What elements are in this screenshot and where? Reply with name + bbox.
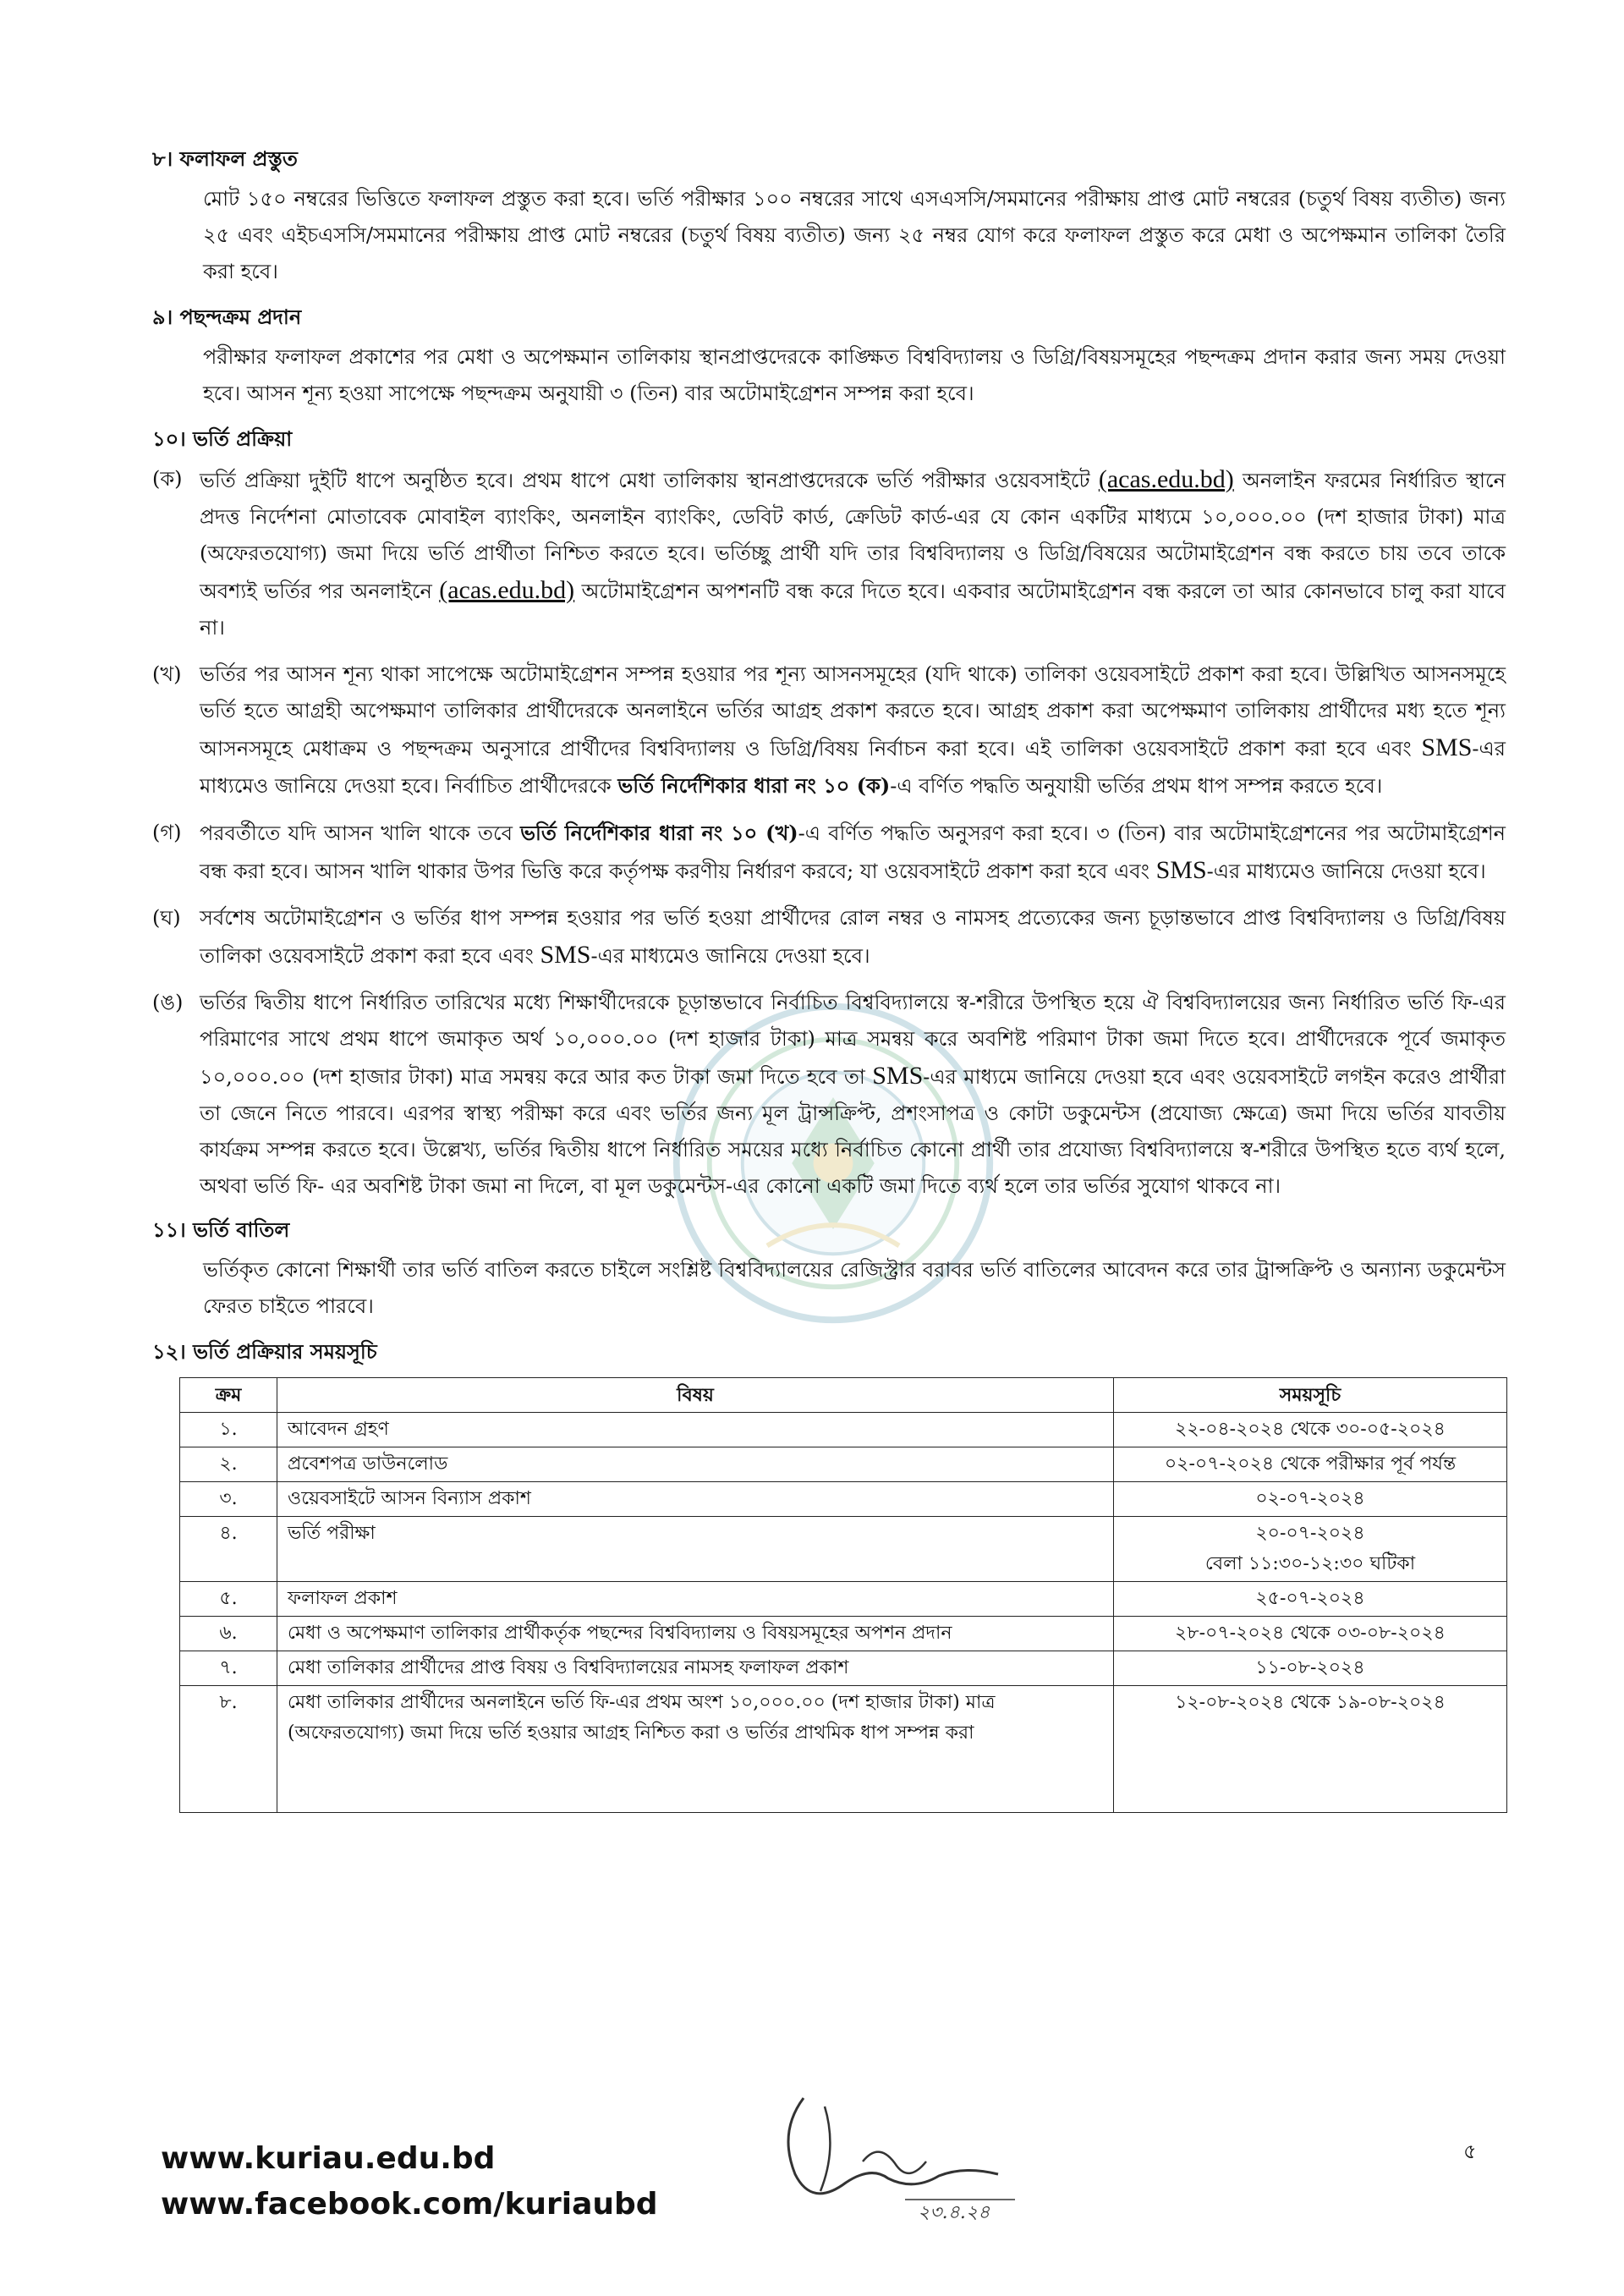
clause-kha-sms: SMS — [1421, 733, 1473, 761]
clause-gha-label: (ঘ) — [152, 906, 181, 930]
document-content — [152, 135, 1506, 1813]
row-date — [1114, 1517, 1507, 1582]
row-date: ০২-০৭-২০২৪ থেকে পরীক্ষার পূর্ব পর্যন্ত — [1114, 1447, 1507, 1482]
facebook-link[interactable]: www.facebook.com/kuriaubd — [161, 2187, 658, 2222]
section-9-title: ৯। পছন্দক্রম প্রদান — [152, 305, 302, 329]
row-serial: ৫. — [180, 1582, 277, 1617]
clause-ka — [152, 461, 1506, 646]
section-12-title: ১২। ভর্তি প্রক্রিয়ার সময়সূচি — [152, 1339, 377, 1364]
clause-gha-part-1: সর্বশেষ অটোমাইগ্রেশন ও ভর্তির ধাপ সম্পন্ন হওয়ার পর ভর্তি হওয়া প্রার্থীদের রোল নম্বর ও নামসহ প্রত্যেকের জন্য চূড়ান্তভাবে প্রাপ্ত বিশ্ববিদ্যালয় ও ডিগ্রি/বিষয় তালিকা ওয়েবসাইটে প্রকাশ করা হবে এবং — [200, 906, 1506, 968]
clause-ka-text — [200, 461, 1506, 646]
page-number: ৫ — [1463, 2139, 1477, 2163]
clause-ga-part-1: পরবর্তীতে যদি আসন খালি থাকে তবে — [200, 821, 521, 845]
clause-umo-text — [200, 985, 1506, 1205]
svg-text:২৩.৪.২৪: ২৩.৪.২৪ — [918, 2202, 990, 2223]
row-date: ১১-০৮-২০২৪ — [1114, 1651, 1507, 1686]
clause-ga-part-3: -এর মাধ্যমেও জানিয়ে দেওয়া হবে। — [1206, 860, 1486, 883]
row-serial: ৩. — [180, 1482, 277, 1517]
clause-umo-part-2: -এর মাধ্যমে জানিয়ে দেওয়া হবে এবং ওয়েবসাইটে লগইন করেও প্রার্থীরা তা জেনে নিতে পারবে। এরপর স্বাস্থ্য পরীক্ষা করে এবং ভর্তির জন্য মূল ট্রান্সক্রিপ্ট, প্রশংসাপত্র ও কোটা ডকুমেন্টস (প্রযোজ্য ক্ষেত্রে) জমা দিয়ে ভর্তির যাবতীয় কার্যক্রম সম্পন্ন করতে হবে। উল্লেখ্য, ভর্তির দ্বিতীয় ধাপে নির্ধারিত সময়ের মধ্যে নির্বাচিত কোনো প্রার্থী তার প্রযোজ্য বিশ্ববিদ্যালয়ে স্ব-শরীরে উপস্থিত হতে ব্যর্থ হলে, অথবা ভর্তি ফি- এর অবশিষ্ট টাকা জমা না দিলে, বা মূল ডকুমেন্টস-এর কোনো একটি জমা দিতে ব্যর্থ হলে তার ভর্তির সুযোগ থাকবে না। — [200, 1065, 1506, 1198]
section-10-title: ১০। ভর্তি প্রক্রিয়া — [152, 426, 293, 451]
table-row — [180, 1447, 1507, 1482]
clause-umo — [152, 985, 1506, 1205]
row-subject: ফলাফল প্রকাশ — [277, 1582, 1114, 1617]
row-serial: ২. — [180, 1447, 277, 1482]
row-date: ২৮-০৭-২০২৪ থেকে ০৩-০৮-২০২৪ — [1114, 1617, 1507, 1651]
clause-ga-text — [200, 815, 1506, 890]
row-subject: মেধা তালিকার প্রার্থীদের প্রাপ্ত বিষয় ও বিশ্ববিদ্যালয়ের নামসহ ফলাফল প্রকাশ — [277, 1651, 1114, 1686]
clause-kha-text — [200, 656, 1506, 805]
row-date: ২৫-০৭-২০২৪ — [1114, 1582, 1507, 1617]
section-11-title: ১১। ভর্তি বাতিল — [152, 1217, 290, 1242]
row-date: ০২-০৭-২০২৪ — [1114, 1482, 1507, 1517]
table-row — [180, 1651, 1507, 1686]
row-subject: প্রবেশপত্র ডাউনলোড — [277, 1447, 1114, 1482]
clause-umo-part-1: ভর্তির দ্বিতীয় ধাপে নির্ধারিত তারিখের মধ্যে শিক্ষার্থীদেরকে চূড়ান্তভাবে নির্বাচিত বিশ্ববিদ্যালয়ে স্ব-শরীরে উপস্থিত হয়ে ঐ বিশ্ববিদ্যালয়ের জন্য নির্ধারিত ভর্তি ফি-এর পরিমাণের সাথে প্রথম ধাপে জমাকৃত অর্থ ১০,০০০.০০ (দশ হাজার টাকা) মাত্র সমন্বয় করে অবশিষ্ট পরিমাণ টাকা জমা দিতে হবে। প্রার্থীদেরকে পূর্বে জমাকৃত ১০,০০০.০০ (দশ হাজার টাকা) মাত্র সমন্বয় করে আর কত টাকা জমা দিতে হবে তা — [200, 991, 1506, 1089]
row-subject: মেধা তালিকার প্রার্থীদের অনলাইনে ভর্তি ফি-এর প্রথম অংশ ১০,০০০.০০ (দশ হাজার টাকা) মাত্র (অফেরতযোগ্য) জমা দিয়ে ভর্তি হওয়ার আগ্রহ নিশ্চিত করা ও ভর্তির প্রাথমিক ধাপ সম্পন্ন করা — [277, 1686, 1114, 1813]
schedule-table — [179, 1377, 1507, 1813]
handwritten-signature-icon — [744, 2081, 1023, 2225]
clause-umo-label: (ঙ) — [152, 991, 184, 1014]
table-row — [180, 1617, 1507, 1651]
clause-gha-text — [200, 900, 1506, 975]
clause-kha-part-3: -এ বর্ণিত পদ্ধতি অনুযায়ী ভর্তির প্রথম ধাপ সম্পন্ন করতে হবে। — [890, 774, 1383, 798]
section-8-body: মোট ১৫০ নম্বরের ভিত্তিতে ফলাফল প্রস্তুত করা হবে। ভর্তি পরীক্ষার ১০০ নম্বরের সাথে এসএসসি/সমমানের পরীক্ষায় প্রাপ্ত মোট নম্বরের (চতুর্থ বিষয় ব্যতীত) জন্য ২৫ এবং এইচএসসি/সমমানের পরীক্ষায় প্রাপ্ত মোট নম্বরের (চতুর্থ বিষয় ব্যতীত) জন্য ২৫ নম্বর যোগ করে ফলাফল প্রস্তুত করে মেধা ও অপেক্ষমান তালিকা তৈরি করা হবে। — [203, 187, 1506, 283]
website-link[interactable]: www.kuriau.edu.bd — [161, 2141, 496, 2176]
clause-umo-sms: SMS — [872, 1062, 924, 1090]
clause-ka-label: (ক) — [152, 467, 183, 491]
row-subject: মেধা ও অপেক্ষমাণ তালিকার প্রার্থীকর্তৃক পছন্দের বিশ্ববিদ্যালয় ও বিষয়সমূহের অপশন প্রদান — [277, 1617, 1114, 1651]
row-subject: আবেদন গ্রহণ — [277, 1413, 1114, 1447]
clause-kha-part-1: ভর্তির পর আসন শূন্য থাকা সাপেক্ষে অটোমাইগ্রেশন সম্পন্ন হওয়ার পর শূন্য আসনসমূহের (যদি থাকে) তালিকা ওয়েবসাইটে প্রকাশ করা হবে। উল্লিখিত আসনসমূহে ভর্তি হতে আগ্রহী অপেক্ষমাণ তালিকার প্রার্থীদেরকে অনলাইনে ভর্তির আগ্রহ প্রকাশ করতে হবে। আগ্রহ প্রকাশ করা অপেক্ষমাণ তালিকায় প্রার্থীদের মধ্য হতে শূন্য আসনসমূহে মেধাক্রম ও পছন্দক্রম অনুসারে প্রার্থীদের বিশ্ববিদ্যালয় ও ডিগ্রি/বিষয় নির্বাচন করা হবে। এই তালিকা ওয়েবসাইটে প্রকাশ করা হবে এবং — [200, 662, 1506, 761]
section-8-title: ৮। ফলাফল প্রস্তুত — [152, 146, 298, 171]
row-subject: ভর্তি পরীক্ষা — [277, 1517, 1114, 1582]
clause-kha — [152, 656, 1506, 805]
table-row — [180, 1482, 1507, 1517]
clause-ka-part-3: অটোমাইগ্রেশন অপশনটি বন্ধ করে দিতে হবে। একবার অটোমাইগ্রেশন বন্ধ করলে তা আর কোনভাবে চালু করা যাবে না। — [200, 579, 1506, 640]
clause-ka-part-1: ভর্তি প্রক্রিয়া দুইটি ধাপে অনুষ্ঠিত হবে। প্রথম ধাপে মেধা তালিকায় স্থানপ্রাপ্তদেরকে ভর্তি পরীক্ষার ওয়েবসাইটে — [200, 469, 1099, 492]
clause-ka-part-2: অনলাইন ফরমের নির্ধারিত স্থানে প্রদত্ত নির্দেশনা মোতাবেক মোবাইল ব্যাংকিং, অনলাইন ব্যাংকিং, ডেবিট কার্ড, ক্রেডিট কার্ড-এর যে কোন একটির মাধ্যমে ১০,০০০.০০ (দশ হাজার টাকা) মাত্র (অফেরতযোগ্য) জমা দিয়ে ভর্তি প্রার্থীতা নিশ্চিত করতে হবে। ভর্তিচ্ছু প্রার্থী যদি তার বিশ্ববিদ্যালয় ও ডিগ্রি/বিষয়ের অটোমাইগ্রেশন বন্ধ করতে চায় তবে তাকে অবশ্যই ভর্তির পর অনলাইনে — [200, 469, 1506, 603]
clause-kha-label: (খ) — [152, 662, 182, 686]
col-header-schedule: সময়সূচি — [1114, 1378, 1507, 1413]
row-serial: ৮. — [180, 1686, 277, 1813]
footer-links — [161, 2136, 658, 2227]
col-header-serial: ক্রম — [180, 1378, 277, 1413]
row-serial: ৭. — [180, 1651, 277, 1686]
clause-ga-bold-ref: ভর্তি নির্দেশিকার ধারা নং ১০ (খ) — [520, 821, 798, 845]
clause-ga-sms: SMS — [1155, 856, 1207, 884]
clause-kha-bold-ref: ভর্তি নির্দেশিকার ধারা নং ১০ (ক) — [617, 773, 891, 798]
table-row — [180, 1413, 1507, 1447]
section-11-body: ভর্তিকৃত কোনো শিক্ষার্থী তার ভর্তি বাতিল করতে চাইলে সংশ্লিষ্ট বিশ্ববিদ্যালয়ের রেজিস্ট্রার বরাবর ভর্তি বাতিলের আবেদন করে তার ট্রান্সক্রিপ্ট ও অন্যান্য ডকুমেন্টস ফেরত চাইতে পারবে। — [203, 1258, 1506, 1318]
section-9-body: পরীক্ষার ফলাফল প্রকাশের পর মেধা ও অপেক্ষমান তালিকায় স্থানপ্রাপ্তদেরকে কাঙ্ক্ষিত বিশ্ববিদ্যালয় ও ডিগ্রি/বিষয়সমূহের পছন্দক্রম প্রদান করার জন্য সময় দেওয়া হবে। আসন শূন্য হওয়া সাপেক্ষে পছন্দক্রম অনুযায়ী ৩ (তিন) বার অটোমাইগ্রেশন সম্পন্ন করা হবে। — [203, 345, 1506, 405]
clause-kha-part-2: -এর মাধ্যমেও জানিয়ে দেওয়া হবে। নির্বাচিত প্রার্থীদেরকে — [200, 737, 1506, 798]
clause-gha — [152, 900, 1506, 975]
row-serial: ১. — [180, 1413, 277, 1447]
clause-ga-part-2: -এ বর্ণিত পদ্ধতি অনুসরণ করা হবে। ৩ (তিন) বার অটোমাইগ্রেশনের পর অটোমাইগ্রেশন বন্ধ করা হবে। আসন খালি থাকার উপর ভিত্তি করে কর্তৃপক্ষ করণীয় নির্ধারণ করবে; যা ওয়েবসাইটে প্রকাশ করা হবে এবং — [200, 821, 1506, 883]
row-date-line-1: ২০-০৭-২০২৪ — [1255, 1523, 1365, 1544]
row-serial: ৪. — [180, 1517, 277, 1582]
table-row — [180, 1686, 1507, 1813]
row-date-line-2: বেলা ১১:৩০-১২:৩০ ঘটিকা — [1204, 1553, 1416, 1574]
acas-link-1[interactable]: (acas.edu.bd) — [1098, 465, 1234, 493]
clause-ga — [152, 815, 1506, 890]
acas-link-2[interactable]: (acas.edu.bd) — [439, 576, 575, 604]
row-subject: ওয়েবসাইটে আসন বিন্যাস প্রকাশ — [277, 1482, 1114, 1517]
table-row — [180, 1517, 1507, 1582]
row-date: ২২-০৪-২০২৪ থেকে ৩০-০৫-২০২৪ — [1114, 1413, 1507, 1447]
table-row — [180, 1582, 1507, 1617]
col-header-subject: বিষয় — [277, 1378, 1114, 1413]
clause-gha-sms: SMS — [540, 941, 591, 969]
clause-gha-part-2: -এর মাধ্যমেও জানিয়ে দেওয়া হবে। — [590, 944, 870, 968]
row-serial: ৬. — [180, 1617, 277, 1651]
clause-ga-label: (গ) — [152, 821, 182, 844]
schedule-header-row — [180, 1378, 1507, 1413]
row-date: ১২-০৮-২০২৪ থেকে ১৯-০৮-২০২৪ — [1114, 1686, 1507, 1813]
